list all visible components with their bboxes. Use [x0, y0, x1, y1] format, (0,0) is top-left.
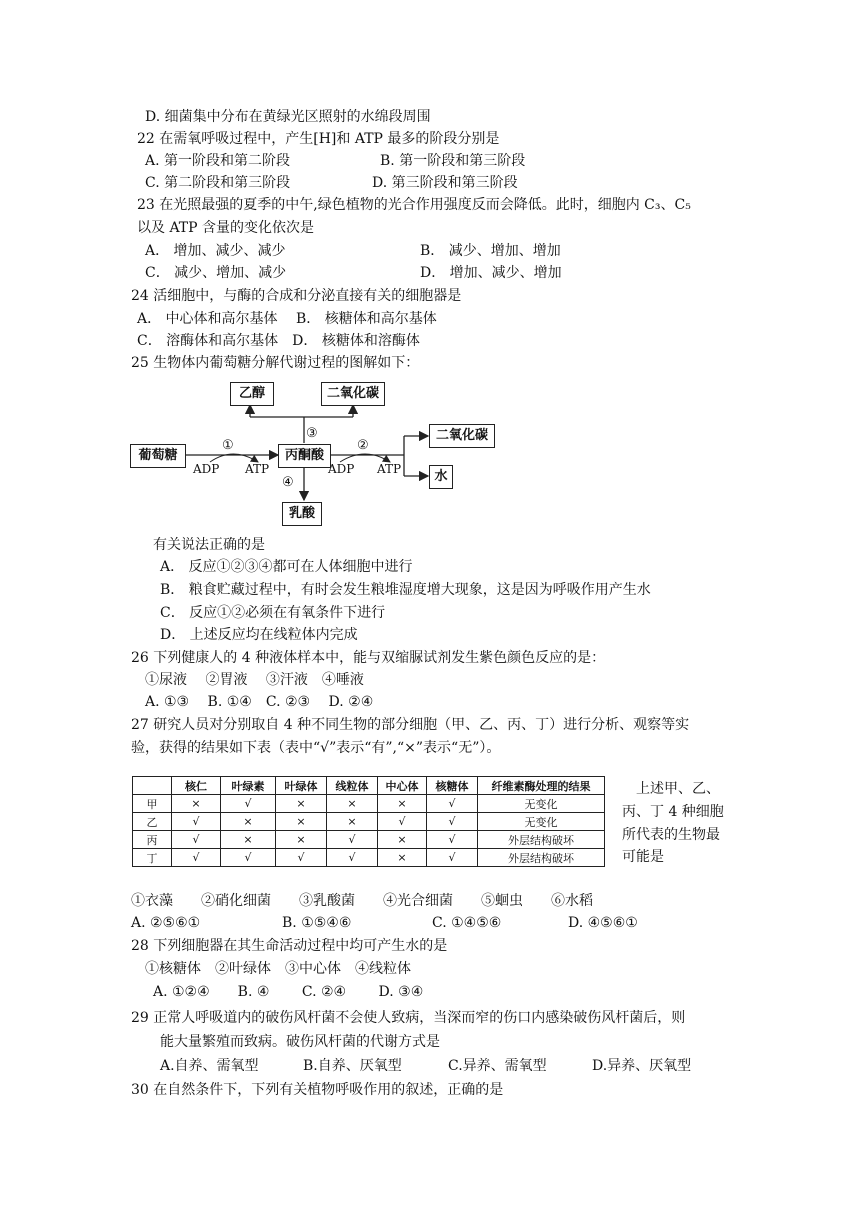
q22-option-a: A. 第一阶段和第二阶段	[145, 153, 291, 169]
pyruvate-box: 丙酮酸	[278, 444, 331, 468]
q29-option-b: B.自养、厌氧型	[303, 1058, 402, 1074]
q28-items: ①核糖体 ②叶绿体 ③中心体 ④线粒体	[145, 961, 411, 977]
q22-option-d: D. 第三阶段和第三阶段	[372, 175, 518, 191]
co2-right-box: 二氧化碳	[429, 424, 495, 448]
table-header: 核仁	[172, 777, 221, 795]
q23-option-c: C． 减少、增加、减少	[145, 265, 287, 281]
table-cell: ×	[221, 813, 276, 831]
q26-options: A. ①③ B. ①④ C. ②③ D. ②④	[145, 694, 374, 710]
table-cell: 乙	[133, 813, 172, 831]
table-header	[133, 777, 172, 795]
atp-label-1: ATP	[245, 462, 270, 476]
table-cell: √	[276, 849, 327, 867]
q29-option-d: D.异养、厌氧型	[592, 1058, 692, 1074]
glucose-box: 葡萄糖	[130, 444, 186, 468]
q26-stem: 26 下列健康人的 4 种液体样本中，能与双缩脲试剂发生紫色颜色反应的是：	[131, 650, 606, 666]
q29-stem-line2: 能大量繁殖而致病。破伤风杆菌的代谢方式是	[160, 1034, 440, 1050]
table-cell: √	[172, 813, 221, 831]
table-cell: 丙	[133, 831, 172, 849]
table-cell: √	[427, 795, 478, 813]
q29-option-c: C.异养、需氧型	[448, 1058, 547, 1074]
q23-stem-line2: 以及 ATP 含量的变化依次是	[137, 220, 315, 236]
q27-stem-line1: 27 研究人员对分别取自 4 种不同生物的部分细胞（甲、乙、丙、丁）进行分析、观察等实	[131, 717, 690, 733]
q23-option-a: A． 增加、减少、减少	[145, 243, 286, 259]
co2-top-box: 二氧化碳	[321, 382, 385, 406]
q28-stem: 28 下列细胞器在其生命活动过程中均可产生水的是	[131, 938, 448, 954]
q27-side-text-1: 上述甲、乙、	[636, 781, 720, 797]
q23-option-d: D． 增加、减少、增加	[420, 265, 562, 281]
q24-options-ab: A． 中心体和高尔基体 B． 核糖体和高尔基体	[137, 311, 437, 327]
table-cell: ×	[221, 831, 276, 849]
q21-option-d: D. 细菌集中分布在黄绿光区照射的水绵段周围	[145, 109, 431, 125]
q25-option-b: B． 粮食贮藏过程中，有时会发生粮堆湿度增大现象，这是因为呼吸作用产生水	[160, 582, 651, 598]
q27-option-c: C. ①④⑤⑥	[432, 915, 502, 931]
table-cell: √	[221, 795, 276, 813]
reaction-4-label: ④	[282, 475, 294, 490]
table-header: 纤维素酶处理的结果	[478, 777, 605, 795]
table-row	[133, 795, 605, 813]
water-box: 水	[429, 465, 453, 489]
table-cell: ×	[172, 795, 221, 813]
q25-option-a: A． 反应①②③④都可在人体细胞中进行	[160, 559, 413, 575]
q27-results-table	[132, 776, 605, 867]
q30-stem: 30 在自然条件下，下列有关植物呼吸作用的叙述，正确的是	[131, 1082, 504, 1098]
table-cell: ×	[378, 795, 427, 813]
table-cell: √	[427, 813, 478, 831]
q25-option-d: D． 上述反应均在线粒体内完成	[160, 627, 358, 643]
table-cell: ×	[276, 795, 327, 813]
atp-label-2: ATP	[377, 462, 402, 476]
table-header: 中心体	[378, 777, 427, 795]
table-cell: √	[427, 831, 478, 849]
q27-side-text-2: 丙、丁 4 种细胞	[622, 804, 724, 820]
q27-items: ①衣藻 ②硝化细菌 ③乳酸菌 ④光合细菌 ⑤蛔虫 ⑥水稻	[131, 893, 593, 909]
table-row	[133, 813, 605, 831]
table-row	[133, 849, 605, 867]
q25-stem: 25 生物体内葡萄糖分解代谢过程的图解如下：	[131, 355, 420, 371]
lactic-acid-box: 乳酸	[282, 502, 322, 526]
q27-option-b: B. ①⑤④⑥	[282, 915, 352, 931]
q24-stem: 24 活细胞中，与酶的合成和分泌直接有关的细胞器是	[131, 288, 462, 304]
table-header-row	[133, 777, 605, 795]
q29-option-a: A.自养、需氧型	[160, 1058, 259, 1074]
q27-option-a: A. ②⑤⑥①	[131, 915, 201, 931]
q24-options-cd: C． 溶酶体和高尔基体 D． 核糖体和溶酶体	[137, 333, 420, 349]
table-header: 核糖体	[427, 777, 478, 795]
table-row	[133, 831, 605, 849]
q22-option-b: B. 第一阶段和第三阶段	[380, 153, 526, 169]
q25-option-c: C． 反应①②必须在有氧条件下进行	[160, 605, 386, 621]
table-cell: 无变化	[478, 795, 605, 813]
adp-label-1: ADP	[193, 462, 220, 476]
q27-option-d: D. ④⑤⑥①	[568, 915, 638, 931]
table-cell: √	[172, 849, 221, 867]
table-cell: 丁	[133, 849, 172, 867]
q22-option-c: C. 第二阶段和第三阶段	[145, 175, 291, 191]
table-cell: √	[327, 849, 378, 867]
q29-stem-line1: 29 正常人呼吸道内的破伤风杆菌不会使人致病，当深而窄的伤口内感染破伤风杆菌后，则	[131, 1010, 686, 1026]
q25-prompt: 有关说法正确的是	[153, 537, 265, 553]
table-cell: 外层结构破坏	[478, 849, 605, 867]
table-cell: √	[172, 831, 221, 849]
reaction-1-label: ①	[222, 438, 234, 453]
table-cell: ×	[276, 831, 327, 849]
reaction-2-label: ②	[357, 438, 369, 453]
q27-side-text-3: 所代表的生物最	[622, 827, 720, 843]
adp-label-2: ADP	[328, 462, 355, 476]
reaction-3-label: ③	[306, 426, 318, 441]
table-cell: 外层结构破坏	[478, 831, 605, 849]
q26-items: ①尿液 ②胃液 ③汗液 ④唾液	[145, 672, 364, 688]
table-header: 叶绿素	[221, 777, 276, 795]
table-cell: 甲	[133, 795, 172, 813]
table-cell: ×	[276, 813, 327, 831]
q28-options: A. ①②④ B. ④ C. ②④ D. ③④	[153, 984, 424, 1000]
table-cell: ×	[327, 795, 378, 813]
table-header: 线粒体	[327, 777, 378, 795]
table-cell: 无变化	[478, 813, 605, 831]
table-cell: √	[378, 813, 427, 831]
ethanol-box: 乙醇	[230, 382, 274, 406]
table-cell: ×	[378, 831, 427, 849]
table-cell: √	[221, 849, 276, 867]
table-header: 叶绿体	[276, 777, 327, 795]
table-cell: ×	[327, 813, 378, 831]
table-cell: √	[427, 849, 478, 867]
q22-stem: 22 在需氧呼吸过程中，产生[H]和 ATP 最多的阶段分别是	[137, 131, 500, 147]
q23-stem-line1: 23 在光照最强的夏季的中午,绿色植物的光合作用强度反而会降低。此时，细胞内 C₃、C₅	[137, 197, 691, 213]
table-cell: ×	[378, 849, 427, 867]
q27-side-text-4: 可能是	[622, 849, 664, 865]
q27-stem-line2: 验，获得的结果如下表（表中“√”表示“有”,“×”表示“无”）。	[131, 740, 501, 756]
q23-option-b: B． 减少、增加、增加	[420, 243, 561, 259]
table-cell: √	[327, 831, 378, 849]
